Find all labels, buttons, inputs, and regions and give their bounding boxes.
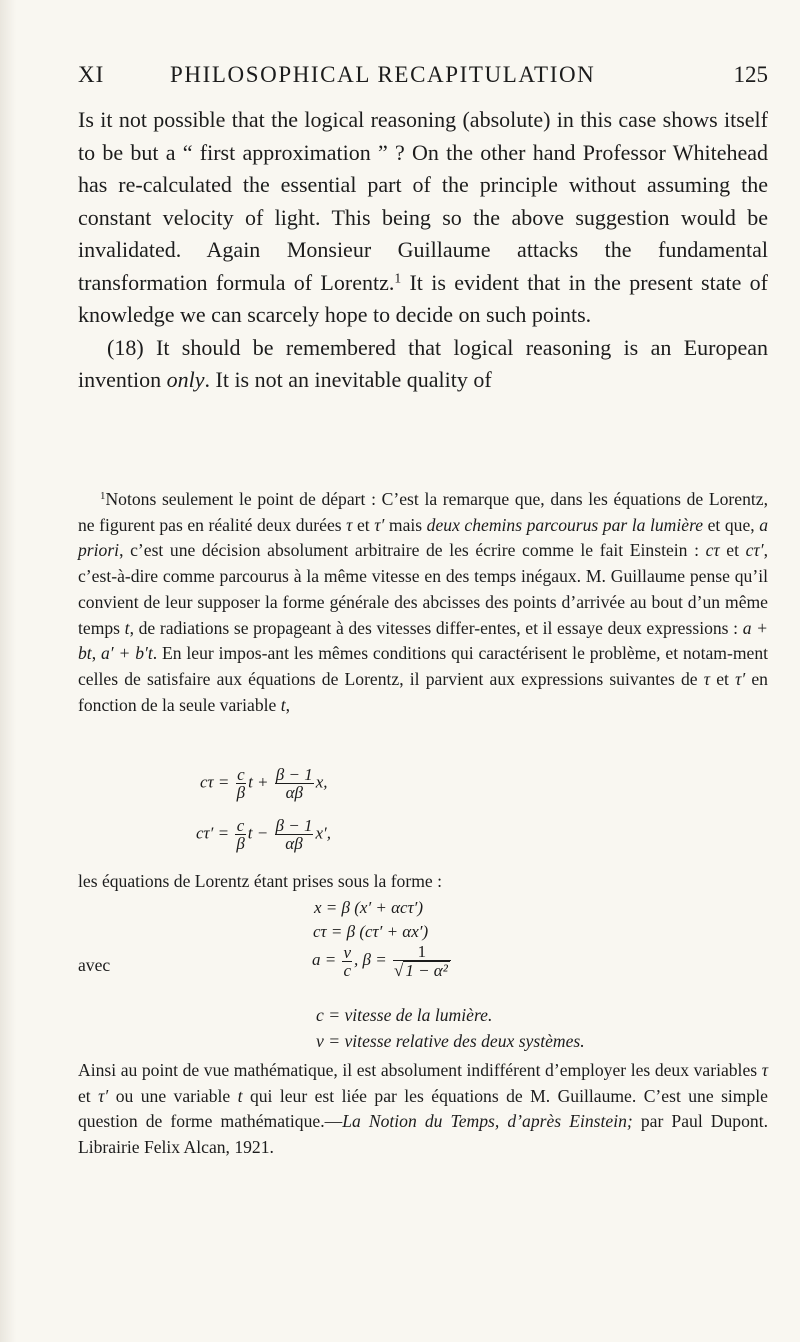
eq1-frac-c-beta xyxy=(236,766,246,801)
eq2-frac-c-beta xyxy=(235,817,245,852)
fn-text-1: Notons seulement le point de départ : C’est la remarque que, dans les équations de Lorentz, ne figurent pas en réalité deux durées xyxy=(78,489,768,535)
var-t: t xyxy=(124,617,130,638)
expr-a-prime-bt: a′ + b′t xyxy=(100,643,153,664)
para2-text-a: (18) It should be remembered that logical reasoning is an European invention xyxy=(78,334,768,392)
avec-label: avec xyxy=(78,955,111,975)
eq1-lhs: cτ = xyxy=(200,772,230,792)
var-t-2: t xyxy=(280,694,286,715)
fn-text-9: , xyxy=(285,694,291,715)
footnote-reference[interactable]: 1 xyxy=(394,270,402,285)
fn-text-2: mais xyxy=(384,514,427,535)
fn-text-4: , c’est une décision absolument arbitraire de les écrire comme le fait Einstein : xyxy=(119,540,706,561)
main-text xyxy=(78,104,768,397)
page-number: 125 xyxy=(733,62,768,87)
eq2-lhs: cτ′ = xyxy=(196,823,230,843)
var-tau-prime: τ′ xyxy=(374,514,385,535)
fn-text-8: en fonction de la seule variable xyxy=(78,668,768,715)
var-ctau-prime: cτ′ xyxy=(745,540,764,561)
conclusion-3: qui leur est liée par les équations de M. Guillaume. C’est une simple question de forme mathématique.— xyxy=(78,1085,768,1132)
var-t-3: t xyxy=(237,1085,243,1106)
lorentz-intro: les équations de Lorentz étant prises sous la forme : xyxy=(78,871,442,891)
fn-emphasis-1: deux chemins parcourus par la lumière xyxy=(426,514,704,535)
beta-lhs: , β = xyxy=(354,949,387,969)
var-tau-3: τ xyxy=(761,1060,768,1080)
para2-emphasis: only xyxy=(166,367,205,392)
eq2-num: β − 1 xyxy=(275,816,313,835)
footnote-marker: 1 xyxy=(100,490,106,502)
chapter-title: PHILOSOPHICAL RECAPITULATION xyxy=(170,62,596,87)
beta-den xyxy=(393,961,451,979)
para1-text-a: Is it not possible that the logical reasoning (absolute) in this case shows itself to be but a “ first approximation ” ? On the other hand Professor Whitehead has re-calculated the essential part of the principle without assuming the constant velocity of light. This being so the above suggestion would be invalidated. Again Monsieur Guillaume attacks the fundamental transformation formula of Lorentz. xyxy=(78,107,768,295)
eq1-num: β − 1 xyxy=(275,765,313,784)
sqrt-radicand: 1 − α² xyxy=(405,961,448,980)
eq2-den-beta: β xyxy=(236,834,245,853)
alpha-beta-definitions xyxy=(312,943,453,979)
paragraph-1 xyxy=(78,104,768,332)
conclusion-text xyxy=(78,1058,768,1161)
paragraph-18 xyxy=(78,332,768,397)
eq2-num-c: c xyxy=(236,816,245,835)
sqrt-symbol: √ xyxy=(393,961,404,980)
fn-text-3: et que, xyxy=(703,514,760,535)
eq1-den-beta: β xyxy=(236,783,246,802)
eq1-x: x, xyxy=(315,772,328,792)
footnote xyxy=(78,487,768,718)
conclusion-1: Ainsi au point de vue mathématique, il est absolument indifférent d’employer les deux variables xyxy=(78,1060,762,1080)
var-tau-prime-3: τ′ xyxy=(98,1085,109,1106)
expr-a-bt: a + bt xyxy=(78,617,768,664)
conclusion-4: par Paul Dupont. Librairie Felix Alcan, 1921. xyxy=(78,1111,768,1158)
alpha-frac xyxy=(342,944,352,979)
var-tau-prime-2: τ′ xyxy=(735,668,746,689)
var-tau-2: τ xyxy=(703,668,711,689)
fn-et-3: et xyxy=(710,668,736,689)
lorentz-eq-1: x = β (x′ + αcτ′) xyxy=(314,898,424,917)
eq1-num-c: c xyxy=(237,765,245,784)
equation-ctau xyxy=(200,766,328,801)
fn-text-7: . En leur impos-ant les mêmes conditions qui caractérisent le problème, et notam-ment celles de satisfaire aux équations de Lorentz, il parvient aux expressions suivantes de xyxy=(78,643,769,689)
para1-text-b: It is evident that in the present state of knowledge we can scarcely hope to decide on such points. xyxy=(78,269,768,327)
alpha-lhs: a = xyxy=(312,949,337,969)
chapter-number: XI xyxy=(78,62,105,87)
fn-text-5: , c’est-à-dire comme parcourus à la même vitesse en des temps inégaux. M. Guillaume pense qu’il convient de leur supposer la forme générale des abcisses des points d’arrivée au bout d’un même temps xyxy=(78,540,768,638)
var-ctau: cτ xyxy=(705,540,720,561)
eq2-t: t − xyxy=(247,823,269,843)
eq2-den: αβ xyxy=(285,834,303,853)
eq1-frac xyxy=(275,766,314,801)
fn-et: et xyxy=(352,514,375,535)
eq1-t: t + xyxy=(248,772,269,792)
eq2-frac xyxy=(275,817,314,852)
fn-text-6: , de radiations se propageant à des vitesses differ-entes, et il essaye deux expressions : xyxy=(129,617,743,638)
conclusion-2: ou une variable xyxy=(108,1085,238,1106)
footnote-text xyxy=(78,487,768,718)
page-spine-shadow xyxy=(0,0,16,1342)
beta-num: 1 xyxy=(393,943,451,961)
fn-comma: , xyxy=(91,643,101,664)
beta-frac xyxy=(393,943,451,979)
var-tau: τ xyxy=(346,514,353,535)
fn-emphasis-2: a priori xyxy=(78,514,768,561)
conclusion-et: et xyxy=(78,1085,99,1106)
v-definition: v = vitesse relative des deux systèmes. xyxy=(316,1031,585,1051)
footnote-conclusion xyxy=(78,1058,768,1161)
alpha-num: v xyxy=(343,942,352,962)
lorentz-eq-2: cτ = β (cτ′ + αx′) xyxy=(313,922,429,941)
para2-text-b: . It is not an inevitable quality of xyxy=(204,367,492,392)
equation-ctau-prime xyxy=(196,817,331,852)
c-definition: c = vitesse de la lumière. xyxy=(316,1005,493,1025)
running-header xyxy=(78,62,768,96)
citation-title: La Notion du Temps, d’après Einstein; xyxy=(342,1111,633,1132)
alpha-den: c xyxy=(343,960,352,980)
fn-et-2: et xyxy=(719,540,746,561)
eq2-x: x′, xyxy=(315,823,331,843)
eq1-den: αβ xyxy=(285,783,303,802)
